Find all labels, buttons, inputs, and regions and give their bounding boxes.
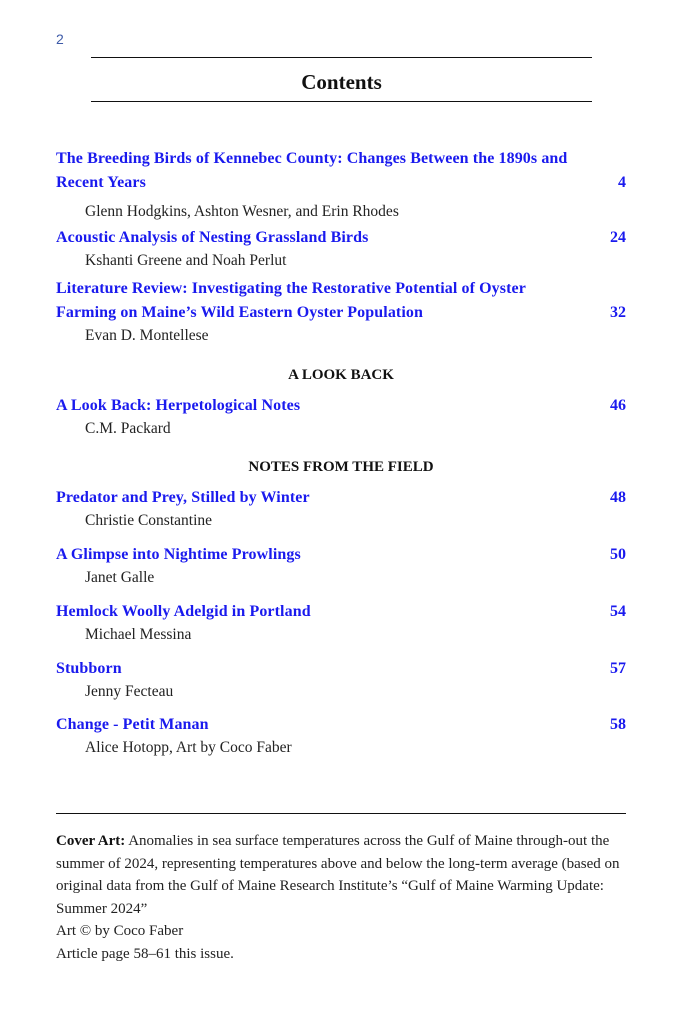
article-author: Jenny Fecteau bbox=[85, 683, 174, 700]
toc-entry[interactable] bbox=[56, 277, 626, 346]
article-title-link[interactable]: Stubborn bbox=[56, 660, 122, 677]
cover-art-divider bbox=[56, 813, 626, 814]
toc-entry[interactable] bbox=[56, 486, 626, 531]
article-title-link[interactable]: A Look Back: Herpetological Notes bbox=[56, 397, 301, 414]
cover-art-credit: Art © by Coco Faber bbox=[56, 923, 184, 939]
cover-art-description bbox=[56, 830, 628, 920]
article-author: Michael Messina bbox=[85, 626, 192, 643]
article-title-link[interactable]: Literature Review: Investigating the Restorative Potential of Oyster Farming on Maine’s Wild Eastern Oyster Population bbox=[56, 280, 526, 321]
article-author: Alice Hotopp, Art by Coco Faber bbox=[85, 739, 292, 756]
toc-entry[interactable] bbox=[56, 394, 626, 439]
toc-entry[interactable] bbox=[56, 543, 626, 588]
cover-art-text: Anomalies in sea surface temperatures across the Gulf of Maine through-out the summer of 2024, representing temperatures above and below the long-term average (based on original data from the Gulf of Maine Research Institute’s “Gulf of Maine Warming Update: Summer 2024” bbox=[56, 833, 620, 917]
section-heading-notes-from-field: NOTES FROM THE FIELD bbox=[248, 459, 434, 475]
article-page-number[interactable]: 46 bbox=[610, 397, 626, 414]
cover-art-note bbox=[56, 830, 628, 965]
article-page-number[interactable]: 57 bbox=[610, 660, 626, 677]
article-title-link[interactable]: The Breeding Birds of Kennebec County: Changes Between the 1890s and Recent Years bbox=[56, 150, 568, 191]
cover-article-pages: Article page 58–61 this issue. bbox=[56, 945, 234, 962]
article-page-number[interactable]: 54 bbox=[610, 603, 626, 620]
toc-entry[interactable] bbox=[56, 713, 626, 758]
article-title-link[interactable]: Predator and Prey, Stilled by Winter bbox=[56, 489, 310, 506]
article-author: Christie Constantine bbox=[85, 512, 213, 529]
article-title-link[interactable]: Acoustic Analysis of Nesting Grassland Birds bbox=[56, 229, 369, 246]
page-number: 2 bbox=[56, 31, 64, 47]
toc-entry[interactable] bbox=[56, 657, 626, 702]
article-page-number[interactable]: 48 bbox=[610, 489, 626, 506]
article-page-number[interactable]: 50 bbox=[610, 546, 626, 563]
article-page-number[interactable]: 4 bbox=[618, 174, 626, 191]
article-author: Glenn Hodgkins, Ashton Wesner, and Erin Rhodes bbox=[85, 203, 399, 220]
page-title: Contents bbox=[301, 70, 382, 94]
heading-top-rule bbox=[91, 57, 592, 58]
toc-entry[interactable] bbox=[56, 147, 626, 222]
cover-art-label: Cover Art: bbox=[56, 833, 126, 849]
heading-bottom-rule bbox=[91, 101, 592, 102]
article-author: C.M. Packard bbox=[85, 420, 171, 437]
toc-entry[interactable] bbox=[56, 600, 626, 645]
article-title-link[interactable]: Hemlock Woolly Adelgid in Portland bbox=[56, 603, 311, 620]
article-title-link[interactable]: A Glimpse into Nightime Prowlings bbox=[56, 546, 301, 563]
article-title-link[interactable]: Change - Petit Manan bbox=[56, 716, 209, 733]
article-page-number[interactable]: 32 bbox=[610, 304, 626, 321]
article-page-number[interactable]: 24 bbox=[610, 229, 626, 246]
toc-entry[interactable] bbox=[56, 226, 626, 271]
article-author: Evan D. Montellese bbox=[85, 327, 209, 344]
article-page-number[interactable]: 58 bbox=[610, 716, 626, 733]
article-author: Kshanti Greene and Noah Perlut bbox=[85, 252, 287, 269]
article-author: Janet Galle bbox=[85, 569, 155, 586]
section-heading-look-back: A LOOK BACK bbox=[288, 367, 394, 383]
